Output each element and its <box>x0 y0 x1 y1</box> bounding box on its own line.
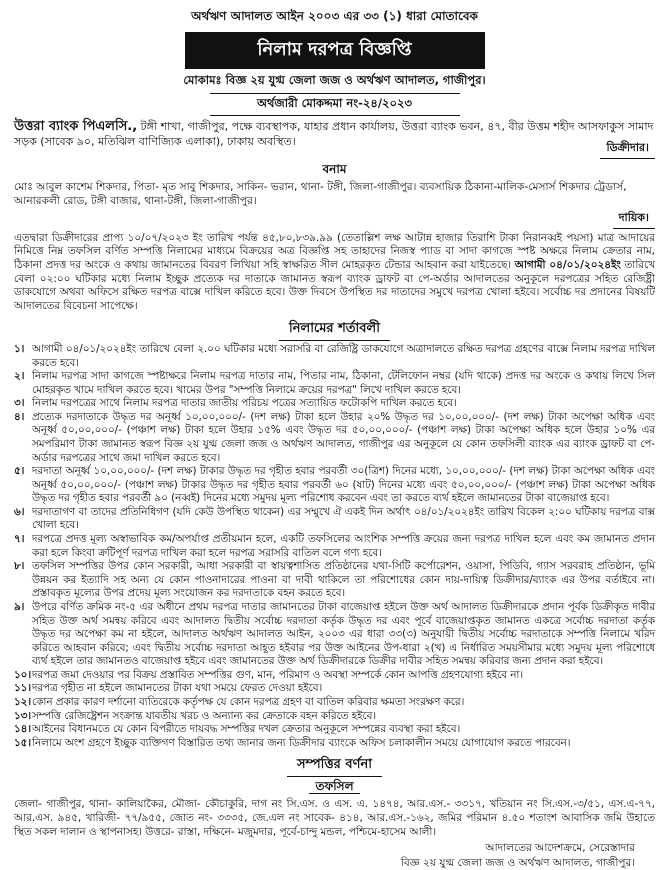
property-title: সম্পত্তির বর্ণনা <box>287 755 382 777</box>
notice-title: নিলাম দরপত্র বিজ্ঞপ্তি <box>185 32 485 69</box>
term-text: দরদাতা অনূর্ধ্ব ১০,০০,০০০/- (দশ লক্ষ) টাকার উদ্ধৃত দর গৃহীত হবার পরবর্তী ৩০(ত্রিশ) দিনের মধ্যে, ১০,০০,০০০/- (দশ লক্ষ) টাকা অপেক্ষা অধিক এবং অনূর্ধ্ব ৫০,০০,০০০/- (পঞ্চাশ লক্ষ) টাকার উদ্ধৃত দর গৃহীত হবার পরবর্তী ৬০ (ষাট) দিনের মধ্যে এবং ৫০,০০,০০০/- (পঞ্চাশ লক্ষ) টাকা অপেক্ষা অধিক উদ্ধৃত দর গৃহীত হবার পরবর্তী ৯০ (নব্বই) দিনের মধ্যে সমুদয় মূল্য পরিশোধ করবেন এবং তা করতে ব্যর্থ হইলে জামানতের টাকা বাজেয়াপ্ত হবে। <box>32 465 655 505</box>
term-number: ৬। <box>14 505 25 518</box>
term-item <box>14 710 655 724</box>
decree-holder-label: ডিক্রীদার। <box>600 139 655 159</box>
term-item <box>14 533 655 560</box>
term-text: দরপত্র জমা দেওয়ার পর বিক্রয় প্রস্তাবিত সম্পত্তির গুণ, মান, পরিমাণ ও অবস্থা সম্পর্কে কোন আপত্তি গ্রহণযোগ্য হইবে না। <box>32 668 524 681</box>
term-text: নিলামে অংশ গ্রহণে ইচ্ছুক ব্যক্তিগণ বিস্তারিত তথ্য জানার জন্য ডিক্রীদার ব্যাংকে অফিস চলাকালীন সময়ে যোগাযোগ করতে পারবেন। <box>32 736 571 749</box>
terms-list <box>14 343 655 750</box>
term-text: কোন প্রকার কারণ দর্শানো ব্যতিরেকে কর্তৃপক্ষ যে কোন দরপত্র গ্রহণ বা বাতিল করিবার ক্ষমতা সংরক্ষণ করে। <box>32 695 465 708</box>
term-text: প্রত্যেক দরদাতাকে উদ্ধৃত দর অনূর্ধ্ব ১০,০০,০০০/- (দশ লক্ষ) টাকা হলে উহার ২০% উদ্ধৃত দর ১০,০০,০০০/- (দশ লক্ষ) টাকা অপেক্ষা অধিক এবং অনূর্ধ্ব ৫০,০০,০০০/- (পঞ্চাশ লক্ষ) টাকা হলে উহার ১৫% এবং উদ্ধৃত দর ৫০,০০,০০০/- (পঞ্চাশ লক্ষ) টাকা অপেক্ষা অধিক হলে উহার ১০% এর সমপরিমাণ টাকা জামানত স্বরূপ বিজ্ঞ ২য় যুগ্ম জেলা জজ ও অর্থঋণ আদালত, গাজীপুর এর অনুকূলে যে কোন তফসিলী ব্যাংক এর ব্যাংক ড্রাফট বা পে-অর্ডার দরপত্রের সাথে জমা দাখিল করতে হবে। <box>32 410 655 464</box>
court-name: মোকামঃ বিজ্ঞ ২য় যুগ্ম জেলা জজ ও অর্থঋণ আদালত, গাজীপুর। <box>183 73 486 87</box>
term-number: ৫। <box>14 465 25 478</box>
notice-date: আগামী ০৪/০১/২০২৪ইং <box>514 259 621 271</box>
law-reference: অর্থঋণ আদালত আইন ২০০৩ এর ৩৩ (১) ধারা মোতাবেক <box>191 9 478 23</box>
term-text: নিলাম দরপত্র সাদা কাগজে স্পষ্টাক্ষরে নিলাম দরপত্র দাতার নাম, পিতার নাম, ঠিকানা, টেলিফোন নম্বর (যদি থাকে) প্রদত্ত দর অংকে ও কথায় লিখে সিল মোহরকৃত খামে দাখিল করতে হবে। খামের উপর "সম্পত্তি নিলামে ক্রয়ের দরপত্র" লিখে দাখিল করতে হবে। <box>32 370 655 396</box>
term-text: নিলাম দরপত্রের সাথে নিলাম দরপত্র দাতার জাতীয় পরিচয় পত্রের সত্যায়িত ফটোকপি দাখিল করতে হবে। <box>32 397 457 410</box>
notice-text-after: তারিখে বেলা ০২:০০ ঘটিকার মধ্যে নিলাম ইচ্ছুক প্রত্যেক দর দাতাকে জামানত স্বরূপ ব্যাংক ড্রাফট বা পে-অর্ডার আদালতের অনুকূলে দরপত্রের সহিত রেজিষ্ট্রী ডাকযোগে অথবা অফিসে রক্ষিত দরপত্র বাক্সে দাখিল করিতে হবে। উক্ত দিবসে উপস্থিত দর দাতাদের সমুখে দরপত্র খোলা হইবে। সর্বোচ্চ দর প্রদানের বিষয়টি আদালতের বিবেচনা সাপেক্ষে। <box>14 259 656 313</box>
term-item <box>14 682 655 696</box>
term-number: ১৫। <box>14 736 32 749</box>
term-item <box>14 397 655 411</box>
versus-label: বনাম <box>322 162 347 176</box>
case-number: অর্থজারী মোকদ্দমা নং-২৪/২০২৩ <box>210 93 460 116</box>
term-item <box>14 737 655 751</box>
term-number: ১১। <box>14 682 32 695</box>
term-number: ১০। <box>14 668 32 681</box>
term-number: ৭। <box>14 533 25 546</box>
notice-paragraph <box>14 232 655 314</box>
term-number: ৮। <box>14 560 25 573</box>
term-item <box>14 560 655 601</box>
property-heading <box>14 753 655 777</box>
term-number: ২। <box>14 370 25 383</box>
term-text: আইনের বিধানমতে যে কোন বিপরীতে দায়বদ্ধ সম্পত্তির দখল ক্রেতার অনুকূলে সম্পন্নের ব্যবস্থা করা হইবে। <box>32 723 461 736</box>
bank-details: টঙ্গী শাখা, গাজীপুর, পক্ষে ব্যবস্থাপক, যাহার প্রধান কার্যালয়, উত্তরা ব্যাংক ভবন, ৪৭, বীর উত্তম শহীদ আসফাকুস সামাদ সড়ক (সাবেক ৯০, মতিঝিল বাণিজ্যিক এলাকা), ঢাকায় অবস্থিত। <box>14 120 654 149</box>
signature-line-1: আদালতের আদেশক্রমে, সেরেস্তাদার <box>485 842 635 855</box>
term-text: উপরে বর্ণিত ক্রমিক নং-৫ এর অধীনে প্রথম দরপত্র দাতার জামানতের টাকা বাজেয়াপ্ত হইলে উক্ত অর্থ আদালত ডিক্রীদারকে প্রদান পূর্বক ডিক্রীকৃত দাবীর সহিত উক্ত অর্থ সমন্বয় করিবে এবং আদালত দ্বিতীয় সর্বোচ্চ দরদাতা কর্তৃক উদ্ধৃত দর এবং পূর্বে বাজেয়াপ্তকৃত জামানত একত্রে সর্বোচ্চ দরদাতা কর্তৃক উদ্ধৃত দর অপেক্ষা কম না হইলে, আদালত অর্থঋণ আদালত আইন, ২০০৩ এর ধারা ৩৩(৩) অনুযায়ী দ্বিতীয় সর্বোচ্চ দরদাতাকে সম্পত্তি নিলামে খরিদ করিতে আহবান করিবে; এবং দ্বিতীয় সর্বোচ্চ দরদাতা আহূত হইবার পর উক্ত আইনের উপ-ধারা ২(খ) এ নির্ধারিত সময়সীমার মধ্যে সমুদয় মূল্য পরিশোধে ব্যর্থ হইলে তার জামানতও বাজেয়াপ্ত হইবে এবং জামানতের উক্ত অর্থ ডিক্রীদারকে ডিক্রীর দাবীর সহিত সমন্বয় করিবার জন্য প্রদান করা হইবে। <box>32 600 655 668</box>
term-item <box>14 370 655 397</box>
term-text: দরপত্র গৃহীত না হইলে জামানতের টাকা যথা সময়ে ফেরত দেওয়া হইবে। <box>32 682 323 695</box>
term-number: ৩। <box>14 397 25 410</box>
term-item <box>14 601 655 669</box>
property-description: জেলা- গাজীপুর, থানা- কালিয়াকৈর, মৌজা- কৌচাকুরি, দাগ নং সি.এস. ও এস. এ. ১৪৭৪, আর.এস.- ৩৩১৭, খতিয়ান নং সি.এস.-৩/৫১, এস.এ-৭৭, আর.এস. ৯৪৫, খারিজী- ৭৭/৯৫৫, জোত নং- ৩৩৩৫, জে.এল নং সাবেক- ৪১৪, আর.এস.-১৬২, জমির পরিমান ৪.৫০ শতাংশ আবাসিক জমি উহাতে স্থিত সকল দালান ও স্থাপনাসহ। উত্তরে- রাস্তা, দক্ষিনে- মজুমদার, পূর্বে-চান্দু মন্ডল, পশ্চিমে-হাসেম আলী। <box>14 798 655 838</box>
signature-block <box>14 841 655 869</box>
term-item <box>14 343 655 370</box>
bank-name: উত্তরা ব্যাংক পিএলসি., <box>14 119 138 134</box>
term-text: দরপত্রে প্রদত্ত মূল্য অস্বাভাবিক কম/অপর্যাপ্ত প্রতীয়মান হলে, একটি তফসিলের আংশিক সম্পত্তি ক্রয়ের জন্য দরপত্র দাখিল হলে এবং কম জামানত প্রদান করা হলে কিংবা ক্রটিপূর্ণ দরপত্র দাখিল করা হলে দরপত্র সরাসরি বাতিল বলে গণ্য হবে। <box>32 533 655 559</box>
terms-heading <box>14 317 655 341</box>
term-number: ৪। <box>14 410 25 423</box>
term-number: ১। <box>14 342 25 355</box>
terms-title: নিলামের শর্তাবলী <box>279 319 390 341</box>
term-item <box>14 506 655 533</box>
schedule-title: তফসিল <box>309 779 359 794</box>
term-text: তফসিল সম্পত্তির উপর কোন সরকারী, আধা সরকারী বা স্বায়ত্বশাসিত প্রতিষ্ঠানের যথা-সিটি কর্পোরেশন, ওয়াসা, পিডিবি, গ্যাস সরবরাহ প্রতিষ্ঠান, ভূমি উন্নয়ন কর ইত্যাদি সহ অন্য যে কোন পাওনাদারের পাওনা বা দাবী থাকিলে তা পরিশোধের কোন দায়-দায়িত্ব ডিক্রীদার/ব্যাংক এর উপর বর্তাইবে না। প্রস্তাবকৃত মূল্যের উপর প্রদেয় মূল্য সংযোজন কর দরদাতাকে বহন করতে হবে। <box>32 560 655 600</box>
term-item <box>14 669 655 683</box>
term-number: ১৪। <box>14 723 32 736</box>
term-text: সম্পত্তি রেজিষ্ট্রেশন সংক্রান্ত যাবতীয় খরচ ও অন্যান্য কর ক্রেতাকে বহন করিতে হইবে। <box>32 709 377 722</box>
debtor-label: দায়িক। <box>613 209 655 229</box>
term-number: ১৩। <box>14 709 32 722</box>
term-number: ১২। <box>14 695 32 708</box>
term-item <box>14 465 655 506</box>
term-item <box>14 723 655 737</box>
term-text: আগামী ০৪/০১/২০২৪ইং তারিখে বেলা ২.০০ ঘটিকার মধ্যে সরাসরি বা রেজিষ্ট্রি ডাকযোগে অত্রাদালতে রক্ষিত দরপত্র গ্রহণের বাক্সে নিলাম দরপত্র দাখিল করতে হবে। <box>32 342 655 369</box>
debtor-details: মোঃ আবুল কাশেম শিকদার, পিতা- মৃত সাবু শিকদার, সাকিন- ভরান, থানা- টঙ্গী, জিলা-গাজীপুর। ব্যবসায়িক ঠিকানা-মালিক-মেসার্স শিকদার ট্রেডার্স, আনারকলী রোড, টঙ্গী বাজার, থানা-টঙ্গী, জিলা-গাজীপুর। <box>14 181 627 207</box>
term-item <box>14 411 655 465</box>
signature-line-2: বিজ্ঞ ২য় যুগ্ম জেলা জজ ও অর্থঋণ আদালত, গাজীপুর। <box>400 856 635 869</box>
schedule-heading <box>14 778 655 798</box>
term-text: দরদাতাগণ বা তাদের প্রতিনিধিগণ (যদি কেউ উপস্থিত থাকেন) এর সম্মুখে ঐ একই দিন অর্থাৎ ০৪/০১/২০২৪ইং তারিখ বিকেল ২:০০ ঘটিকায় দরপত্র বাক্স খোলা হবে। <box>32 505 655 532</box>
term-item <box>14 696 655 710</box>
debtor-role-row <box>14 209 655 229</box>
term-number: ৯। <box>14 600 25 613</box>
notice-text-before: এতদ্বারা ডিক্রীদারের প্রাপ্য ১০/০৭/২০২৩ ইং তারিখ পর্যন্ত ৪৫,৮০,৮৩৯.৯৯ (তেতাল্লিশ লক্ষ আটান্ন হাজার তিরাশি টাকা নিরানব্বই পয়সা) মাত্র আদায়ের নিমিত্তে নিম্ন তফসিল বর্ণিত সম্পত্তি নিলামের মাধ্যমে বিক্রয়ের অত্র বিজ্ঞপ্তি সহ তাহাদের নিজস্ব প্যাড বা সাদা কাগজে স্পষ্ট অক্ষরে নিলাম ক্রেতার নাম, ঠিকানা প্রদত্ত দর অংকে ও কথায় জামানতের বিবরণ লিখিয়া সহি স্বাক্ষরিত সীল মোহরকৃত টেন্ডার আহবান করা যাইতেছে। <box>14 231 655 271</box>
